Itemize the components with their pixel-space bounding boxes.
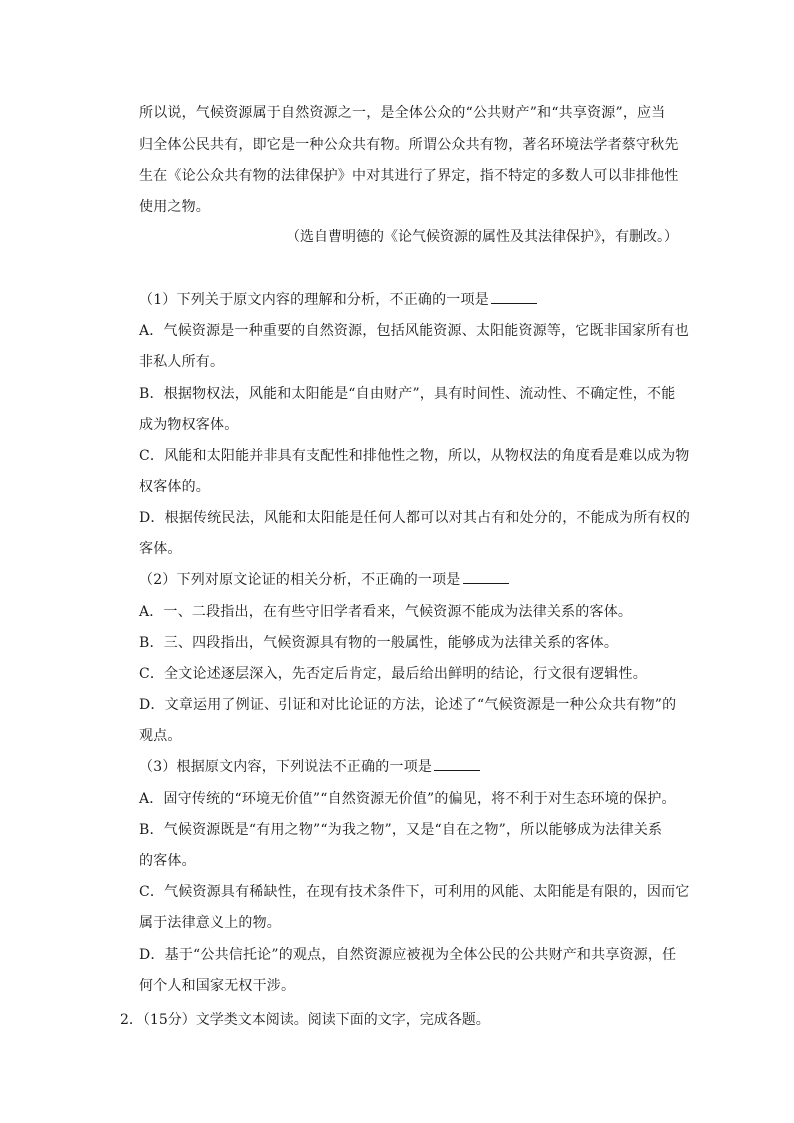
passage-line: 使用之物。 xyxy=(139,199,210,215)
option-line: B．根据物权法，风能和太阳能是“自由财产”，具有时间性、流动性、不确定性，不能 xyxy=(139,386,676,402)
option-line: D．根据传统民法，风能和太阳能是任何人都可以对其占有和处分的，不能成为所有权的 xyxy=(139,510,691,526)
next-question-heading: 2．（15分）文学类文本阅读。阅读下面的文字，完成各题。 xyxy=(120,1012,490,1028)
option-line: B．气候资源既是“有用之物”“为我之物”，又是“自在之物”，所以能够成为法律关系 xyxy=(139,822,663,838)
option-line: 客体。 xyxy=(139,541,182,557)
passage-line: 归全体公民共有，即它是一种公众共有物。所谓公众共有物，著名环境法学者蔡守秋先 xyxy=(139,137,679,153)
option-line: A．气候资源是一种重要的自然资源，包括风能资源、太阳能资源等，它既非国家所有也 xyxy=(139,323,689,339)
option-line: 的客体。 xyxy=(139,853,196,869)
option-line: 权客体的。 xyxy=(139,479,210,495)
passage-line: 生在《论公众共有物的法律保护》中对其进行了界定，指不特定的多数人可以非排他性 xyxy=(139,168,679,184)
question-stem-text: （3）根据原文内容，下列说法不正确的一项是 xyxy=(139,759,433,775)
question-stem xyxy=(139,291,537,309)
passage-source: （选自曹明德的《论气候资源的属性及其法律保护》，有删改。） xyxy=(286,229,678,245)
answer-blank xyxy=(463,571,509,584)
option-line: C．风能和太阳能并非具有支配性和排他性之物，所以，从物权法的角度看是难以成为物 xyxy=(139,448,690,464)
passage-line: 所以说，气候资源属于自然资源之一，是全体公众的“公共财产”和“共享资源”，应当 xyxy=(139,105,666,121)
option-line: 属于法律意义上的物。 xyxy=(139,915,281,931)
option-line: A．固守传统的“环境无价值”“自然资源无价值”的偏见，将不利于对生态环境的保护。 xyxy=(139,791,676,807)
option-line: D．文章运用了例证、引证和对比论证的方法，论述了“气候资源是一种公众共有物”的 xyxy=(139,697,677,713)
question-stem-text: （2）下列对原文论证的相关分析，不正确的一项是 xyxy=(139,572,461,588)
answer-blank xyxy=(491,291,537,304)
question-stem xyxy=(139,571,509,589)
question-stem xyxy=(139,758,480,776)
option-line: B．三、四段指出，气候资源具有物的一般属性，能够成为法律关系的客体。 xyxy=(139,635,619,651)
option-line: 成为物权客体。 xyxy=(139,417,239,433)
answer-blank xyxy=(434,758,480,771)
option-line: D．基于“公共信托论”的观点，自然资源应被视为全体公民的公共财产和共享资源，任 xyxy=(139,947,677,963)
option-line: 观点。 xyxy=(139,728,182,744)
option-line: 何个人和国家无权干涉。 xyxy=(139,978,296,994)
option-line: C．全文论述逐层深入，先否定后肯定，最后给出鲜明的结论，行文很有逻辑性。 xyxy=(139,666,647,682)
option-line: A．一、二段指出，在有些守旧学者看来，气候资源不能成为法律关系的客体。 xyxy=(139,604,633,620)
option-line: 非私人所有。 xyxy=(139,354,225,370)
question-stem-text: （1）下列关于原文内容的理解和分析，不正确的一项是 xyxy=(139,292,489,308)
option-line: C．气候资源具有稀缺性，在现有技术条件下，可利用的风能、太阳能是有限的，因而它 xyxy=(139,884,690,900)
